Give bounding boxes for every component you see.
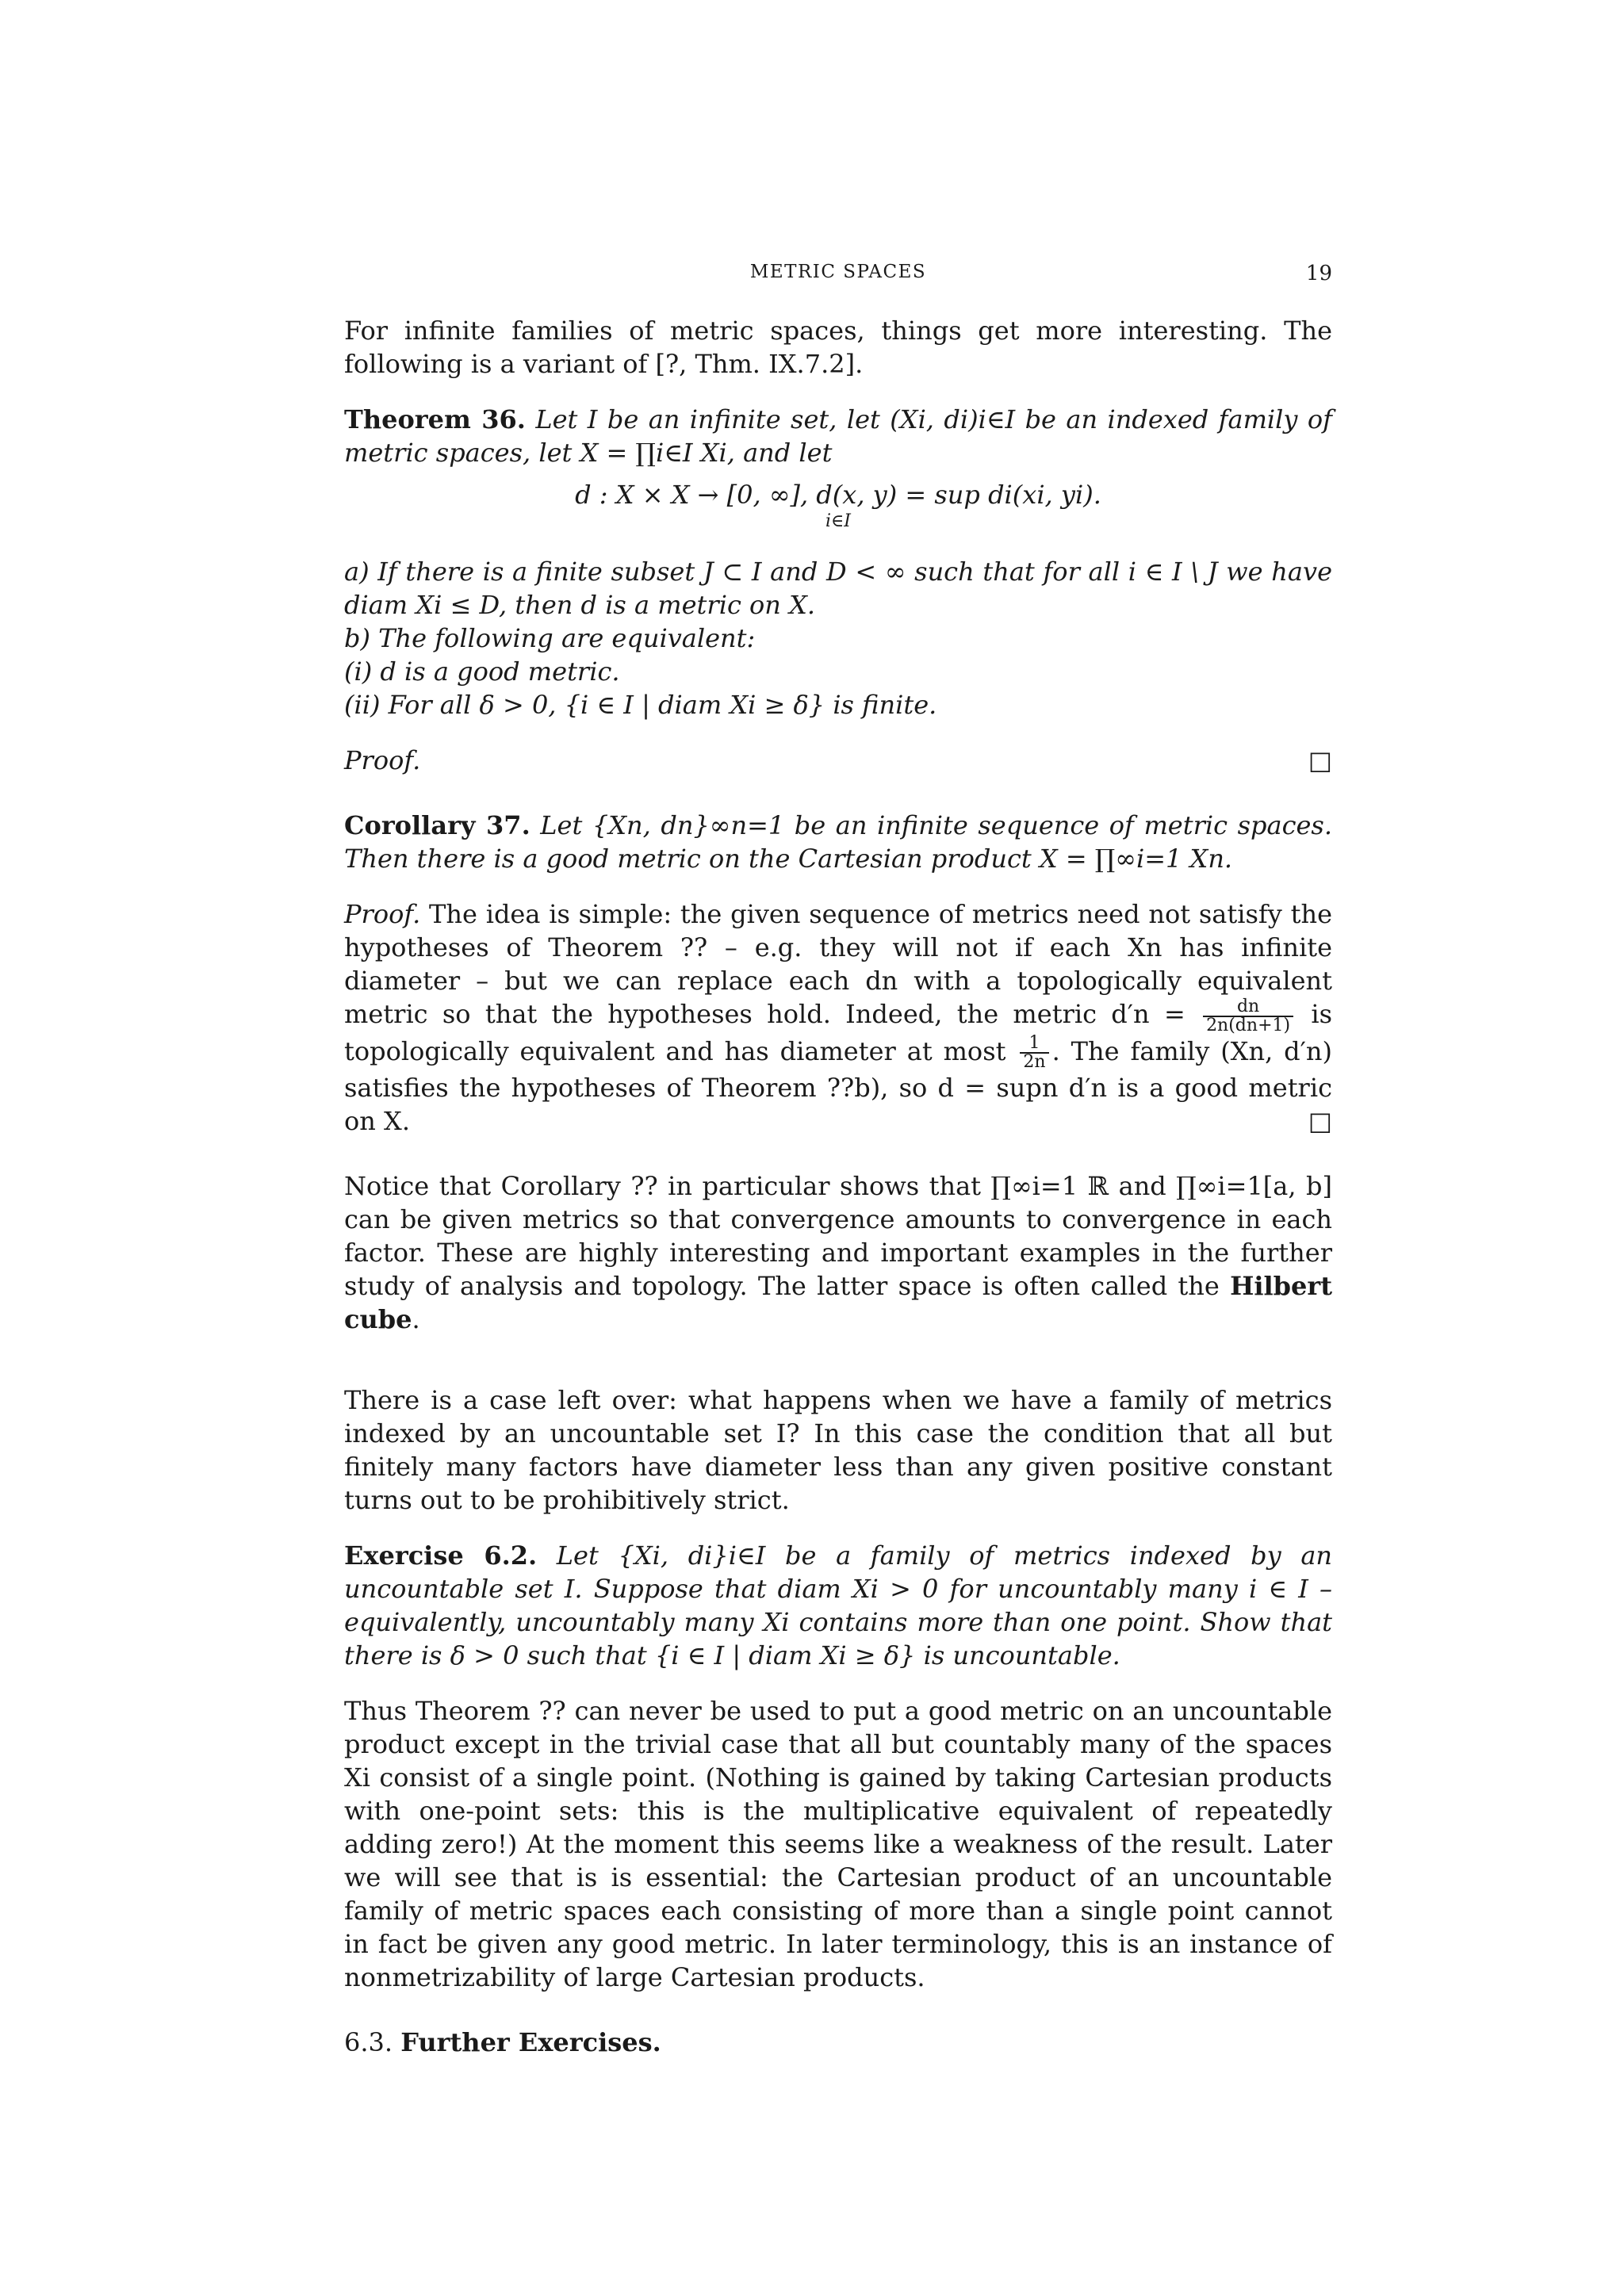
- corollary-statement: Let {Xn, dn}∞n=1 be an infinite sequence of metric spaces. Then there is a good metric on the Cartesian product X = ∏∞i=1 Xn.: [344, 810, 1333, 874]
- theorem-statement: Let I be an infinite set, let (Xi, di)i∈I be an indexed family of metric spaces, let X = ∏i∈I Xi, and let: [344, 404, 1333, 468]
- theorem-display-formula: [344, 477, 1332, 531]
- theorem-part-b-ii: (ii) For all δ > 0, {i ∈ I | diam Xi ≥ δ} is finite.: [344, 690, 937, 720]
- theorem-label: Theorem 36.: [344, 404, 526, 434]
- theorem-36: [344, 403, 1332, 469]
- section-heading: [344, 2026, 1332, 2059]
- uncountable-paragraph: There is a case left over: what happens when we have a family of metrics indexed by an uncountable set I? In this case the condition that all but finitely many factors have diameter less than any given positive constant turns out to be prohibitively strict.: [344, 1385, 1332, 1515]
- exercise-label: Exercise 6.2.: [344, 1540, 538, 1571]
- exercise-statement: Let {Xi, di}i∈I be a family of metrics indexed by an uncountable set I. Suppose that diam Xi > 0 for uncountably many i ∈ I – equivalently, uncountably many Xi contains more than one point. Show that there is δ > 0 such that {i ∈ I | diam Xi ≥ δ} is uncountable.: [344, 1540, 1333, 1670]
- proof-text-3: . The family (Xn, d′n) satisfies the hypotheses of Theorem ??b), so d = supn d′n is a good metric on X.: [344, 1035, 1333, 1136]
- qed-symbol: □: [1308, 1106, 1332, 1136]
- display-subscript: i∈I: [825, 511, 851, 531]
- hilbert-cube-term: Hilbert cube: [344, 1271, 1333, 1334]
- fraction-numerator: dn: [1203, 998, 1293, 1017]
- notice-end: .: [412, 1304, 420, 1334]
- fraction-one-over-2n: [1020, 1035, 1048, 1071]
- notice-text: Notice that Corollary ?? in particular shows that ∏∞i=1 ℝ and ∏∞i=1[a, b] can be given metrics so that convergence amounts to convergence in each factor. These are highly interesting and important examples in the further study of analysis and topology. The latter space is often called the: [344, 1171, 1332, 1301]
- corollary-label: Corollary 37.: [344, 810, 530, 840]
- running-title: METRIC SPACES: [749, 262, 927, 282]
- fraction-numerator: 1: [1020, 1035, 1048, 1054]
- proof-label: Proof.: [344, 745, 421, 775]
- proof-text-1: The idea is simple: the given sequence of metrics need not satisfy the hypotheses of Theorem ?? – e.g. they will not if each Xn has infinite diameter – but we can replace each dn with a topologically equivalent metric so that the hypotheses hold. Indeed, the metric d′n =: [344, 899, 1333, 1029]
- qed-symbol: □: [1308, 745, 1332, 775]
- proof-text-2: is topologically equivalent and has diameter at most: [344, 999, 1333, 1066]
- theorem-part-b-i: (i) d is a good metric.: [344, 656, 620, 687]
- page-number: 19: [1305, 262, 1332, 285]
- theorem-parts: [344, 555, 1332, 721]
- proof-label: Proof.: [344, 899, 421, 929]
- exercise-6-2: [344, 1539, 1332, 1672]
- page-body: [344, 314, 1332, 2059]
- fraction-denominator: 2n: [1023, 1052, 1046, 1072]
- section-title: Further Exercises.: [400, 2027, 661, 2057]
- theorem-part-a: a) If there is a finite subset J ⊂ I and D < ∞ such that for all i ∈ I \ J we have diam Xi ≤ D, then d is a metric on X.: [344, 557, 1332, 620]
- proof-theorem-36: [344, 744, 1332, 777]
- fraction-dn: [1203, 998, 1293, 1035]
- page-header: [344, 262, 1332, 289]
- intro-paragraph: For infinite families of metric spaces, things get more interesting. The following is a variant of [?, Thm. IX.7.2].: [344, 316, 1332, 379]
- fraction-denominator: 2n(dn+1): [1206, 1015, 1291, 1035]
- section-number: 6.3.: [344, 2027, 393, 2057]
- display-formula: d : X × X → [0, ∞], d(x, y) = sup di(xi, yi).: [575, 480, 1101, 510]
- proof-corollary-37: [344, 897, 1332, 1138]
- notice-paragraph: [344, 1169, 1332, 1336]
- conclusion-paragraph: Thus Theorem ?? can never be used to put a good metric on an uncountable product except in the trivial case that all but countably many of the spaces Xi consist of a single point. (Nothing is gained by taking Cartesian products with one-point sets: this is the multiplicative equivalent of repeatedly adding zero!) At the moment this seems like a weakness of the result. Later we will see that is is essential: the Cartesian product of an uncountable family of metric spaces each consisting of more than a single point cannot in fact be given any good metric. In later terminology, this is an instance of nonmetrizability of large Cartesian products.: [344, 1696, 1332, 1992]
- theorem-part-b: b) The following are equivalent:: [344, 623, 756, 653]
- corollary-37: [344, 809, 1332, 875]
